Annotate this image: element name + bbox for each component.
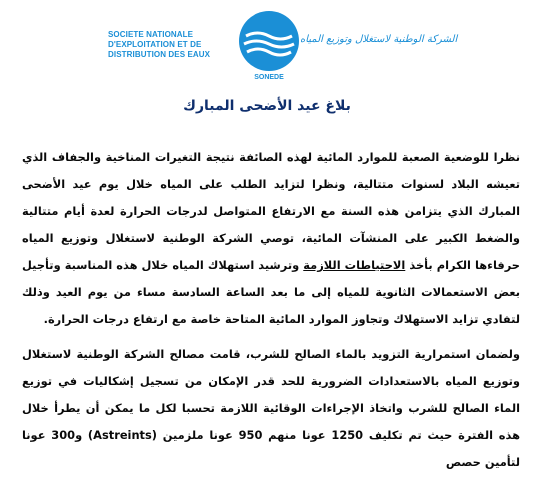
company-name-french: SOCIETE NATIONALE D'EXPLOITATION ET DE DISTRIBUTION DES EAUX [108,30,211,59]
paragraph-1-part-1: نظرا للوضعية الصعبة للموارد المائية لهذه الصائفة نتيجة التغيرات المناخية والجفاف الذي تعيشه البلاد لسنوات متتالية، ونظرا لتزايد الطلب على المياه خلال يوم عيد الأضحى المبارك الذي يتزامن هذه السنة مع الارتفاع المتواصل لدرجات الحرارة لعدة أيام متتالية والضغط الكبير على المنشآت المائية، توصي الشركة الوطنية لاستغلال وتوزيع المياه حرفاءها الكرام بأخذ [22,150,520,272]
water-drop-logo-icon [238,8,300,74]
announcement-title: بلاغ عيد الأضحى المبارك [183,98,351,114]
paragraph-1-part-2: وترشيد استهلاك المياه خلال هذه المناسبة وتأجيل بعض الاستعمالات الثانوية للمياه إلى ما بعد الساعة السادسة مساء من يوم العيد وذلك لتفادي تزايد الاستهلاك وتجاوز الموارد المائية المتاحة خاصة مع ارتفاع درجات الحرارة. [22,258,520,326]
announcement-body [22,144,520,484]
sonede-logo [238,8,300,86]
company-name-arabic: الشركة الوطنية لاستغلال وتوزيع المياه [300,34,458,45]
paragraph-2: ولضمان استمرارية التزويد بالماء الصالح للشرب، قامت مصالح الشركة الوطنية لاستغلال وتوزيع المياه بالاستعدادات الضرورية للحد قدر الإمكان من تسجيل إشكاليات في توزيع الماء الصالح للشرب واتخاذ الإجراءات الوقائية اللازمة تحسبا لكل ما يمكن أن يطرأ خلال هذه الفترة حيث تم تكليف 1250 عونا منهم 950 عونا ملزمين (Astreints) و300 عونا لتأمين حصص [22,347,520,469]
paragraph-1 [22,144,520,333]
underlined-phrase: الاحتياطات اللازمة [303,258,406,272]
letterhead [0,0,534,90]
logo-label: SONEDE [254,74,284,81]
